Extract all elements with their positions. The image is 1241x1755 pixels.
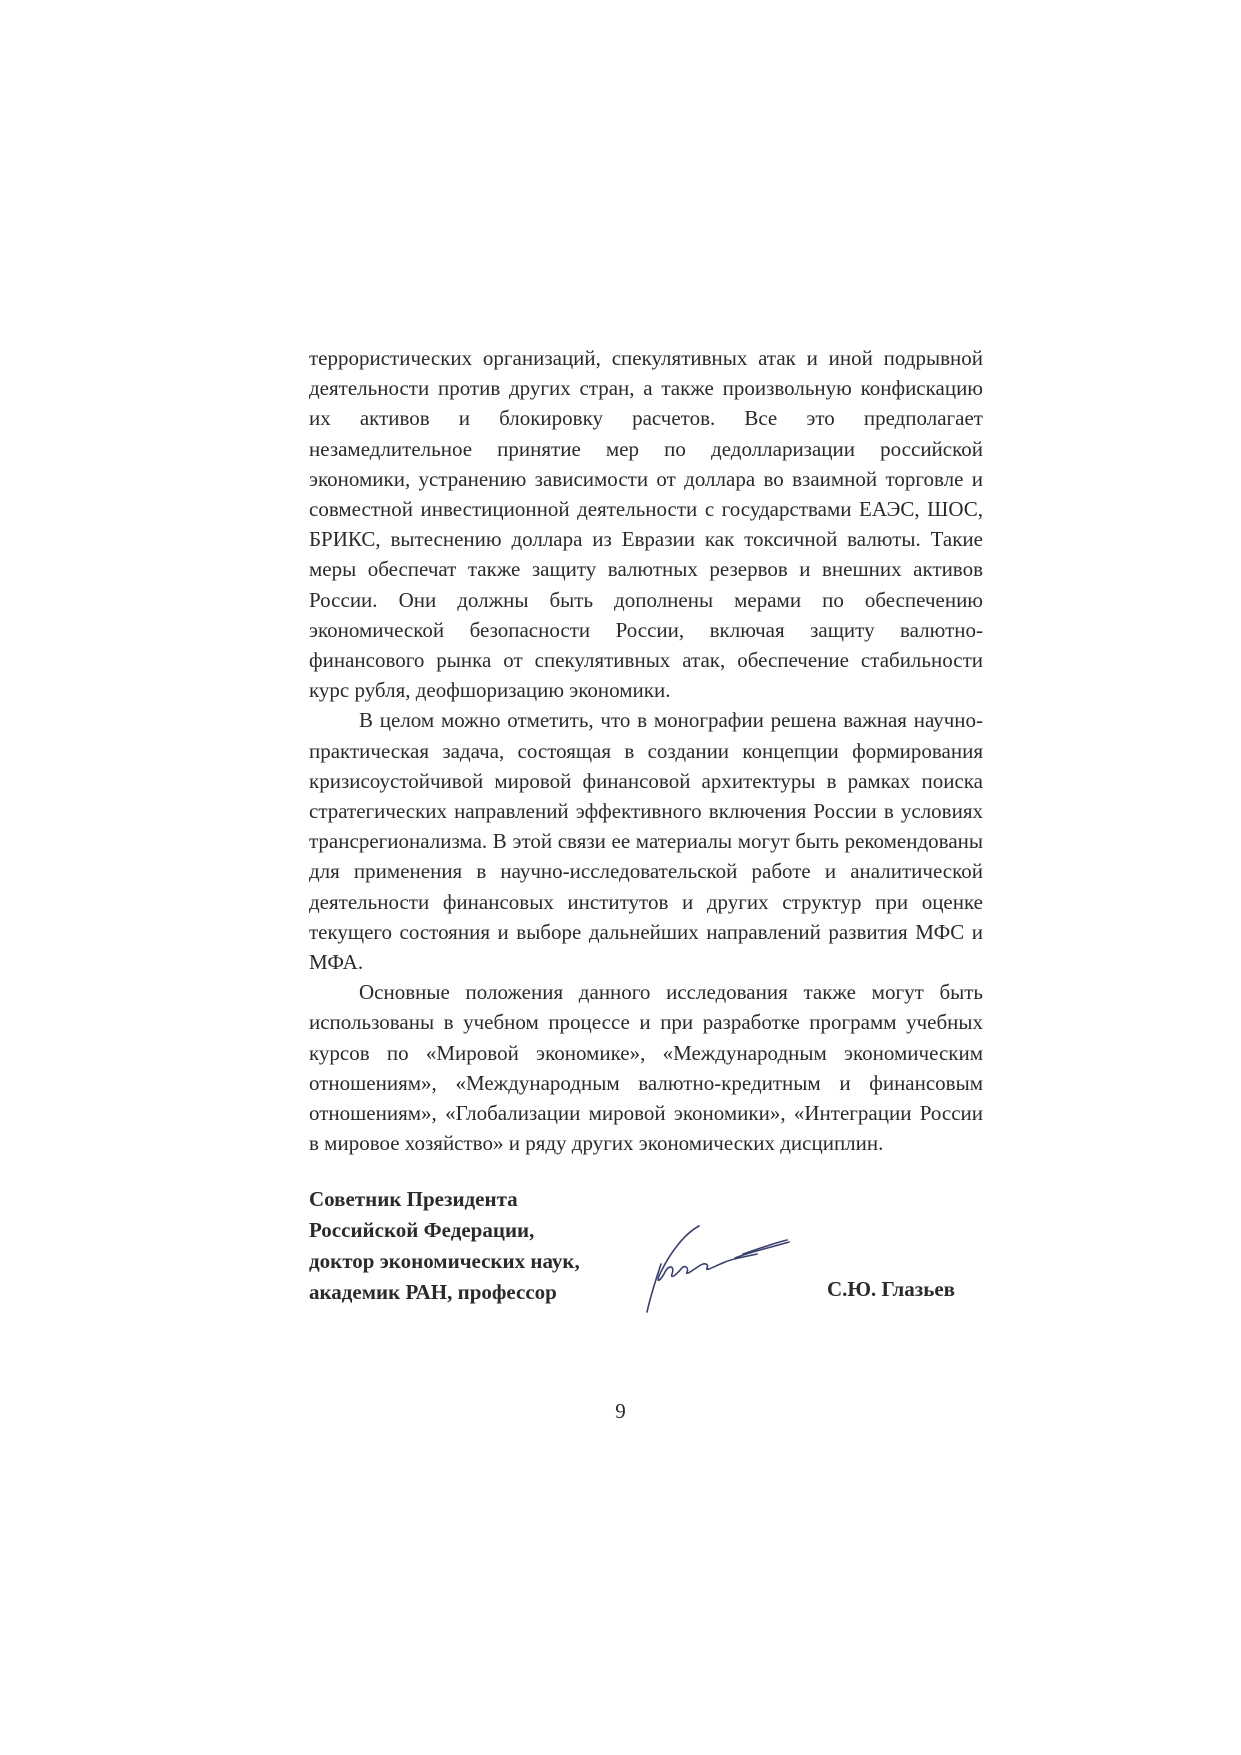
- body-text: [309, 343, 983, 1158]
- handwritten-signature: [639, 1214, 809, 1314]
- signatory-title-line: академик РАН, профессор: [309, 1280, 557, 1304]
- page-number: 9: [615, 1399, 626, 1423]
- signatory-title-line: Российской Федерации,: [309, 1218, 535, 1242]
- signatory-title-line: Советник Президента: [309, 1187, 518, 1211]
- signatory-name: С.Ю. Глазьев: [826, 1277, 955, 1301]
- paragraph-2: В целом можно отметить, что в монографии решена важная научно-практическая задача, состоящая в создании концепции формирования кризисоустойчивой мировой финансовой архитектуры в рамках поиска стратегических направлений эффективного включения России в условиях трансрегионализма. В этой связи ее материалы могут быть рекомендованы для применения в научно-исследовательской работе и аналитической деятельности финансовых институтов и других структур при оценке текущего состояния и выборе дальнейших направлений развития МФС и МФА.: [309, 708, 983, 975]
- paragraph-3: Основные положения данного исследования также могут быть использованы в учебном процессе и при разработке программ учебных курсов по «Мировой экономике», «Международным экономическим отношениям», «Международным валютно-кредитным и финансовым отношениям», «Глобализации мировой экономики», «Интеграции России в мировое хозяйство» и ряду других экономических дисциплин.: [309, 980, 983, 1156]
- signatory-title: [309, 1184, 580, 1308]
- paragraph-1: террористических организаций, спекулятивных атак и иной подрывной деятельности против других стран, а также произвольную конфискацию их активов и блокировку расчетов. Все это предполагает незамедлительное принятие мер по дедолларизации российской экономики, устранению зависимости от доллара во взаимной торговле и совместной инвестиционной деятельности с государствами ЕАЭС, ШОС, БРИКС, вытеснению доллара из Евразии как токсичной валюты. Такие меры обеспечат также защиту валютных резервов и внешних активов России. Они должны быть дополнены мерами по обеспечению экономической безопасности России, включая защиту валютно-финансового рынка от спекулятивных атак, обеспечение стабильности курс рубля, деофшоризацию экономики.: [309, 346, 983, 703]
- signature-block: [309, 1184, 983, 1324]
- signatory-title-line: доктор экономических наук,: [309, 1249, 580, 1273]
